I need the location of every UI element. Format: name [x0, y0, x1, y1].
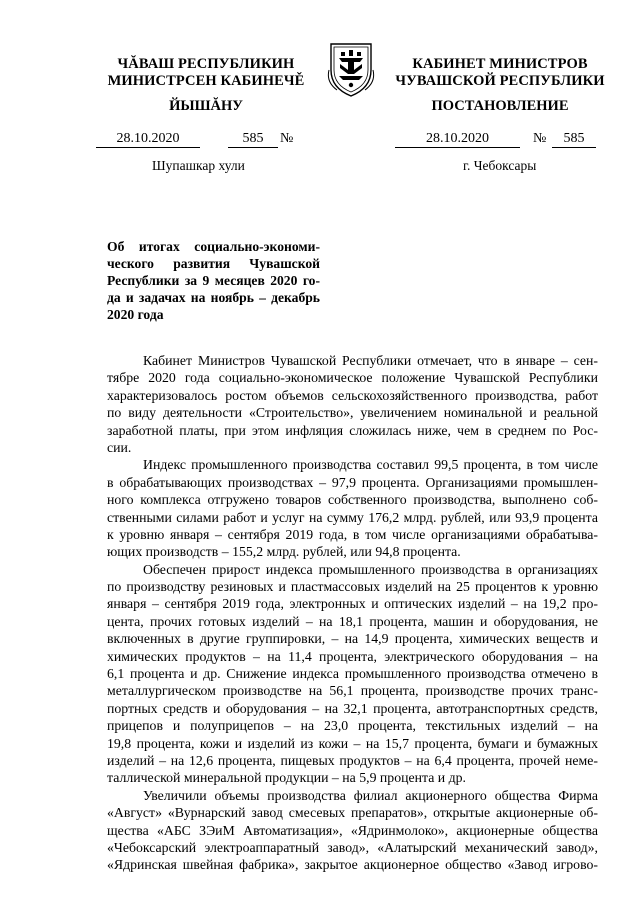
subject-line: Об итогах социально-экономи-: [107, 239, 320, 254]
document-subject: [107, 238, 320, 323]
body-line: в обрабатывающих производствах – 97,9 процента. Организациями промышлен-: [107, 474, 598, 490]
subject-line: Республики за 9 месяцев 2020 го-: [107, 273, 320, 288]
subject-line: ческого развития Чувашской: [107, 256, 320, 271]
body-line: щества «АБС ЗЭиМ Автоматизация», «Ядринмолоко», акционерные общества: [107, 822, 598, 838]
header-left-org: [96, 56, 316, 90]
right-number-sign: №: [533, 131, 547, 146]
body-line: изделий – на 12,6 процента, пищевых продуктов – на 6,4 процента, прочей неме-: [107, 752, 598, 768]
body-line: ного комплекса отгружено товаров собственного производства, выполнено соб-: [107, 492, 598, 508]
header-right-line1: КАБИНЕТ МИНИСТРОВ: [412, 56, 588, 72]
left-number-sign: №: [280, 131, 294, 146]
left-date: 28.10.2020: [96, 131, 200, 148]
subject-line: 2020 года: [107, 307, 164, 322]
body-line: 6,1 процента и др. Снижение индекса промышленного производства отмечено в: [107, 666, 598, 682]
document-body: [107, 352, 598, 874]
body-line: таллической минеральной продукции – на 5,9 процента и др.: [107, 770, 466, 786]
body-line: тябре 2020 года социально-экономическое положение Чувашской Республики: [107, 370, 598, 386]
body-line: Обеспечен прирост индекса промышленного производства в организациях: [143, 561, 598, 577]
left-number: 585: [228, 131, 278, 148]
body-line: 19,8 процента, кожи и изделий из кожи – на 15,7 процента, бумаги и бумажных: [107, 735, 598, 751]
header-right-line2: ЧУВАШСКОЙ РЕСПУБЛИКИ: [395, 73, 605, 89]
doctype-right: ПОСТАНОВЛЕНИЕ: [431, 98, 569, 114]
body-line: «Чебоксарский электроаппаратный завод», «Алатырский механический завод»,: [107, 839, 598, 855]
body-line: портных средств и оборудования – на 32,1 процента, автотранспортных средств,: [107, 700, 598, 716]
body-line: металлургическом производстве на 56,1 процента, производстве прочих транс-: [107, 683, 598, 699]
body-line: к уровню января – сентября 2019 года, в том числе организациями обрабатыва-: [107, 526, 598, 542]
city-right: г. Чебоксары: [463, 158, 537, 173]
body-line: цента, прочих готовых изделий – на 18,1 процента, машин и оборудования, не: [107, 613, 598, 629]
chuvash-republic-emblem-icon: [327, 40, 375, 98]
right-number: 585: [552, 131, 596, 148]
header-left-line1: ЧĂВАШ РЕСПУБЛИКИН: [117, 56, 295, 72]
body-line: включенных в другие группировки, – на 14,9 процента, химических веществ и: [107, 631, 598, 647]
body-line: Увеличили объемы производства филиал акционерного общества Фирма: [143, 787, 598, 803]
doctype-left: ЙЫШĂНУ: [169, 98, 243, 114]
right-date: 28.10.2020: [395, 131, 520, 148]
body-line: ющих производств – 155,2 млрд. рублей, или 94,8 процента.: [107, 544, 461, 560]
body-line: заработной платы, при этом инфляция сложилась ниже, чем в среднем по Рос-: [107, 422, 598, 438]
body-line: «Ядринская швейная фабрика», закрытое акционерное общество «Завод игрово-: [107, 857, 598, 873]
body-line: Кабинет Министров Чувашской Республики отмечает, что в январе – сен-: [143, 353, 598, 368]
header-left-line2: МИНИСТРСЕН КАБИНЕЧĚ: [107, 73, 305, 89]
body-line: ственными силами работ и услуг на сумму 176,2 млрд. рублей, или 93,9 процента: [107, 509, 598, 525]
body-line: химических продуктов – на 11,4 процента, электрического оборудования – на: [107, 648, 598, 664]
dateline: [0, 131, 640, 149]
body-line: прицепов и полуприцепов – на 23,0 процента, текстильных изделий – на: [107, 718, 598, 734]
body-line: по виду деятельности «Строительство», увеличением номинальной и реальной: [107, 405, 598, 421]
header-right-org: [385, 56, 615, 90]
body-line: января – сентября 2019 года, электронных и оптических изделий – на 19,2 про-: [107, 596, 598, 612]
subject-line: да и задачах на ноябрь – декабрь: [107, 290, 320, 305]
body-line: характеризовалось ростом объемов сельскохозяйственного производства, работ: [107, 387, 598, 403]
body-line: «Август» «Вурнарский завод смесевых препаратов», открытые акционерные об-: [107, 805, 598, 821]
body-line: сии.: [107, 439, 132, 455]
body-line: Индекс промышленного производства составил 99,5 процента, в том числе: [143, 457, 598, 473]
body-line: по производству резиновых и пластмассовых изделий на 25 процентов к уровню: [107, 579, 598, 595]
city-left: Шупашкар хули: [152, 158, 245, 173]
